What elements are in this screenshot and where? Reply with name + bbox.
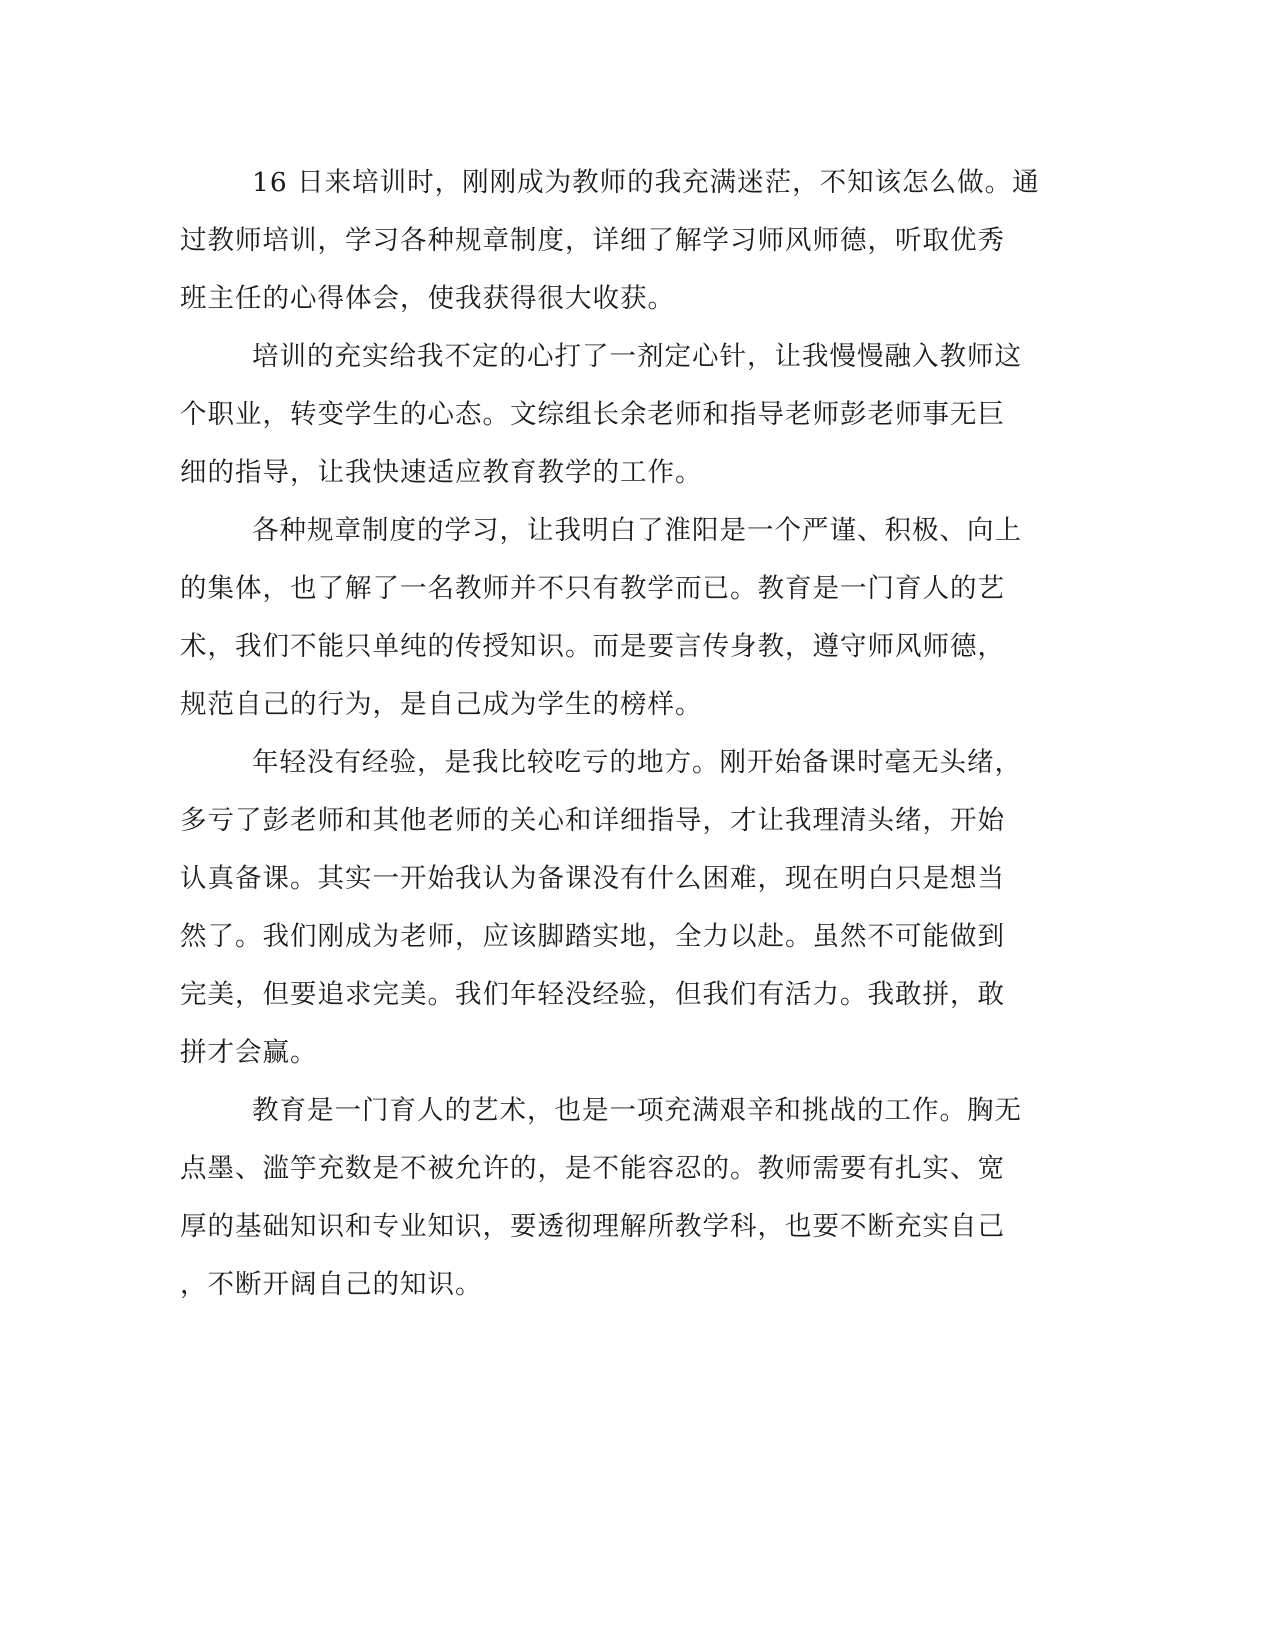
paragraph-2-line-3: 细的指导，让我快速适应教育教学的工作。: [180, 457, 703, 488]
paragraph-5-line-4: ，不断开阔自己的知识。: [180, 1269, 483, 1300]
paragraph-4-line-6: 拼才会赢。: [180, 1037, 318, 1068]
paragraph-5-line-3: 厚的基础知识和专业知识，要透彻理解所教学科，也要不断充实自己: [180, 1211, 1005, 1242]
paragraph-4-line-3: 认真备课。其实一开始我认为备课没有什么困难，现在明白只是想当: [180, 863, 1005, 894]
paragraph-5-line-2: 点墨、滥竽充数是不被允许的，是不能容忍的。教师需要有扎实、宽: [180, 1153, 1005, 1184]
paragraph-5-line-1: 教育是一门育人的艺术，也是一项充满艰辛和挑战的工作。胸无: [252, 1095, 1022, 1126]
paragraph-4-line-5: 完美，但要追求完美。我们年轻没经验，但我们有活力。我敢拼，敢: [180, 979, 1005, 1010]
paragraph-1-line-3: 班主任的心得体会，使我获得很大收获。: [180, 283, 675, 314]
paragraph-3-line-2: 的集体，也了解了一名教师并不只有教学而已。教育是一门育人的艺: [180, 573, 1005, 604]
paragraph-1-line-1: 16 日来培训时，刚刚成为教师的我充满迷茫，不知该怎么做。通: [252, 167, 1040, 198]
paragraph-2-line-2: 个职业，转变学生的心态。文综组长余老师和指导老师彭老师事无巨: [180, 399, 1005, 430]
paragraph-3-line-1: 各种规章制度的学习，让我明白了淮阳是一个严谨、积极、向上: [252, 515, 1022, 546]
paragraph-4-line-2: 多亏了彭老师和其他老师的关心和详细指导，才让我理清头绪，开始: [180, 805, 1005, 836]
paragraph-4-line-1: 年轻没有经验，是我比较吃亏的地方。刚开始备课时毫无头绪，: [252, 747, 1022, 778]
paragraph-3-line-3: 术，我们不能只单纯的传授知识。而是要言传身教，遵守师风师德，: [180, 631, 1005, 662]
document-body: [180, 158, 1060, 1318]
paragraph-1-line-2: 过教师培训，学习各种规章制度，详细了解学习师风师德，听取优秀: [180, 225, 1005, 256]
paragraph-2-line-1: 培训的充实给我不定的心打了一剂定心针，让我慢慢融入教师这: [252, 341, 1022, 372]
paragraph-4-line-4: 然了。我们刚成为老师，应该脚踏实地，全力以赴。虽然不可能做到: [180, 921, 1005, 952]
paragraph-3-line-4: 规范自己的行为，是自己成为学生的榜样。: [180, 689, 703, 720]
